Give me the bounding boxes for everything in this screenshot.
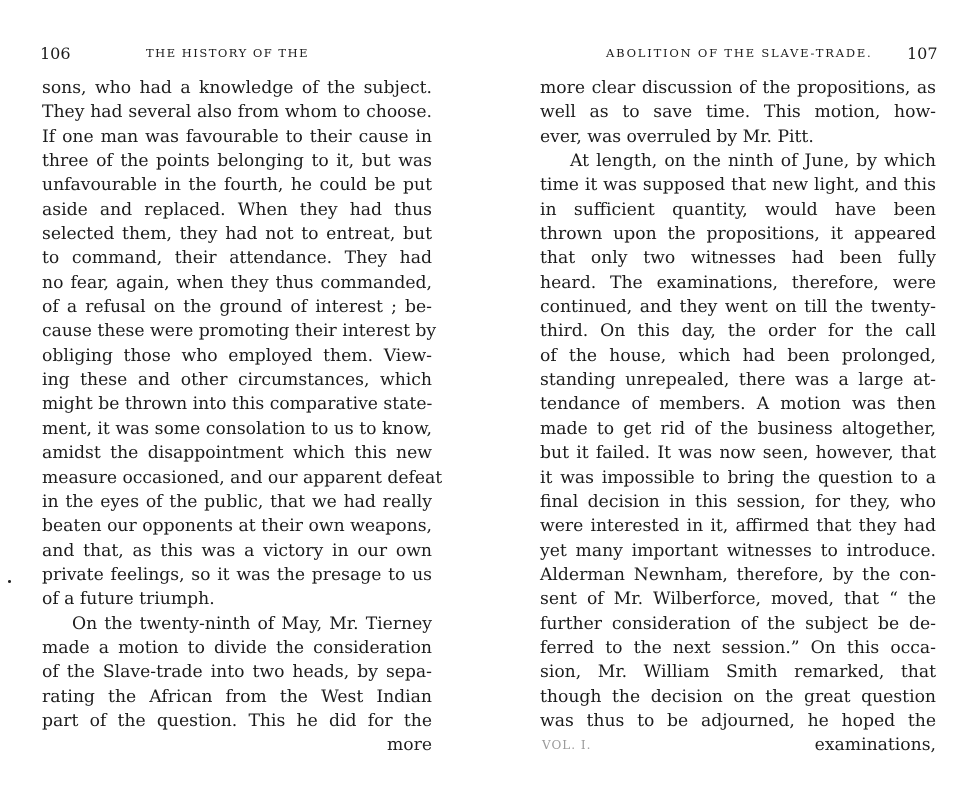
- text-line: three of the points belonging to it, but was: [42, 151, 432, 172]
- text-line: At length, on the ninth of June, by which: [570, 151, 936, 172]
- running-head: ABOLITION OF THE SLAVE-TRADE.: [606, 46, 873, 60]
- text-line: ment, it was some consolation to us to know,: [42, 418, 432, 439]
- text-line: On the twenty-ninth of May, Mr. Tierney: [72, 613, 432, 634]
- text-line: If one man was favourable to their cause in: [42, 126, 432, 147]
- left-page-header: [0, 44, 470, 66]
- text-line: heard. The examinations, therefore, were: [540, 272, 936, 293]
- text-line: measure occasioned, and our apparent defeat: [42, 467, 443, 488]
- text-line: well as to save time. This motion, how-: [540, 102, 936, 123]
- text-line: in sufficient quantity, would have been: [540, 199, 936, 220]
- left-page: [0, 0, 470, 797]
- text-line: rating the African from the West Indian: [42, 686, 432, 707]
- text-line: aside and replaced. When they had thus: [42, 199, 432, 220]
- text-line: part of the question. This he did for the: [42, 710, 432, 731]
- page-number: 106: [40, 44, 71, 63]
- text-line: of the Slave-trade into two heads, by sepa-: [42, 662, 432, 683]
- text-line: amidst the disappointment which this new: [42, 443, 432, 464]
- right-page-body-text: [540, 76, 936, 758]
- text-line: selected them, they had not to entreat, but: [42, 224, 432, 245]
- text-line: tendance of members. A motion was then: [540, 394, 936, 415]
- text-line: Alderman Newnham, therefore, by the con-: [540, 564, 936, 585]
- text-line: time it was supposed that new light, and this: [540, 175, 936, 196]
- text-line: beaten our opponents at their own weapons,: [42, 516, 432, 537]
- page-number: 107: [907, 44, 938, 63]
- text-line: unfavourable in the fourth, he could be put: [42, 175, 432, 196]
- text-line: final decision in this session, for they, who: [540, 491, 936, 512]
- text-line: of the house, which had been prolonged,: [540, 345, 936, 366]
- text-line: were interested in it, affirmed that they had: [540, 516, 936, 537]
- text-line: to command, their attendance. They had: [42, 248, 432, 269]
- running-head: THE HISTORY OF THE: [146, 46, 310, 60]
- text-line: private feelings, so it was the presage to us: [42, 564, 432, 585]
- text-line: third. On this day, the order for the call: [540, 321, 936, 342]
- text-line: further consideration of the subject be de-: [540, 613, 936, 634]
- text-line: yet many important witnesses to introduce.: [540, 540, 936, 561]
- text-line: that only two witnesses had been fully: [540, 248, 936, 269]
- text-line: of a future triumph.: [42, 589, 215, 610]
- text-line: might be thrown into this comparative state-: [42, 394, 433, 415]
- text-line: standing unrepealed, there was a large at-: [540, 370, 936, 391]
- text-line: made to get rid of the business altogether,: [540, 418, 936, 439]
- catchword: examinations,: [814, 735, 936, 756]
- text-line: obliging those who employed them. View-: [42, 345, 432, 366]
- text-line: sent of Mr. Wilberforce, moved, that “ the: [540, 589, 936, 610]
- text-line: but it failed. It was now seen, however, that: [540, 443, 936, 464]
- text-line: made a motion to divide the consideration: [42, 637, 432, 658]
- text-line: was thus to be adjourned, he hoped the: [540, 710, 936, 731]
- text-line: ever, was overruled by Mr. Pitt.: [540, 126, 814, 147]
- ink-speck: [8, 580, 11, 583]
- right-page: [520, 0, 980, 797]
- catchword: more: [386, 735, 432, 756]
- text-line: of a refusal on the ground of interest ; be-: [42, 297, 432, 318]
- text-line: ing these and other circumstances, which: [42, 370, 432, 391]
- text-line: continued, and they went on till the twenty-: [540, 297, 936, 318]
- text-line: cause these were promoting their interest by: [42, 321, 437, 342]
- text-line: sons, who had a knowledge of the subject.: [42, 78, 432, 98]
- text-line: no fear, again, when they thus commanded,: [42, 272, 432, 293]
- text-line: ferred to the next session.” On this occa-: [540, 637, 936, 658]
- text-line: it was impossible to bring the question to a: [540, 467, 936, 488]
- text-line: They had several also from whom to choose.: [42, 102, 432, 123]
- signature-mark: VOL. I.: [542, 738, 592, 752]
- text-line: thrown upon the propositions, it appeared: [540, 224, 936, 245]
- text-line: sion, Mr. William Smith remarked, that: [540, 662, 936, 683]
- text-line: though the decision on the great question: [540, 686, 936, 707]
- text-line: in the eyes of the public, that we had really: [42, 491, 432, 512]
- left-page-body-text: [42, 76, 443, 758]
- right-page-header: [520, 44, 980, 66]
- text-line: and that, as this was a victory in our own: [42, 540, 432, 561]
- text-line: more clear discussion of the propositions, as: [540, 78, 936, 98]
